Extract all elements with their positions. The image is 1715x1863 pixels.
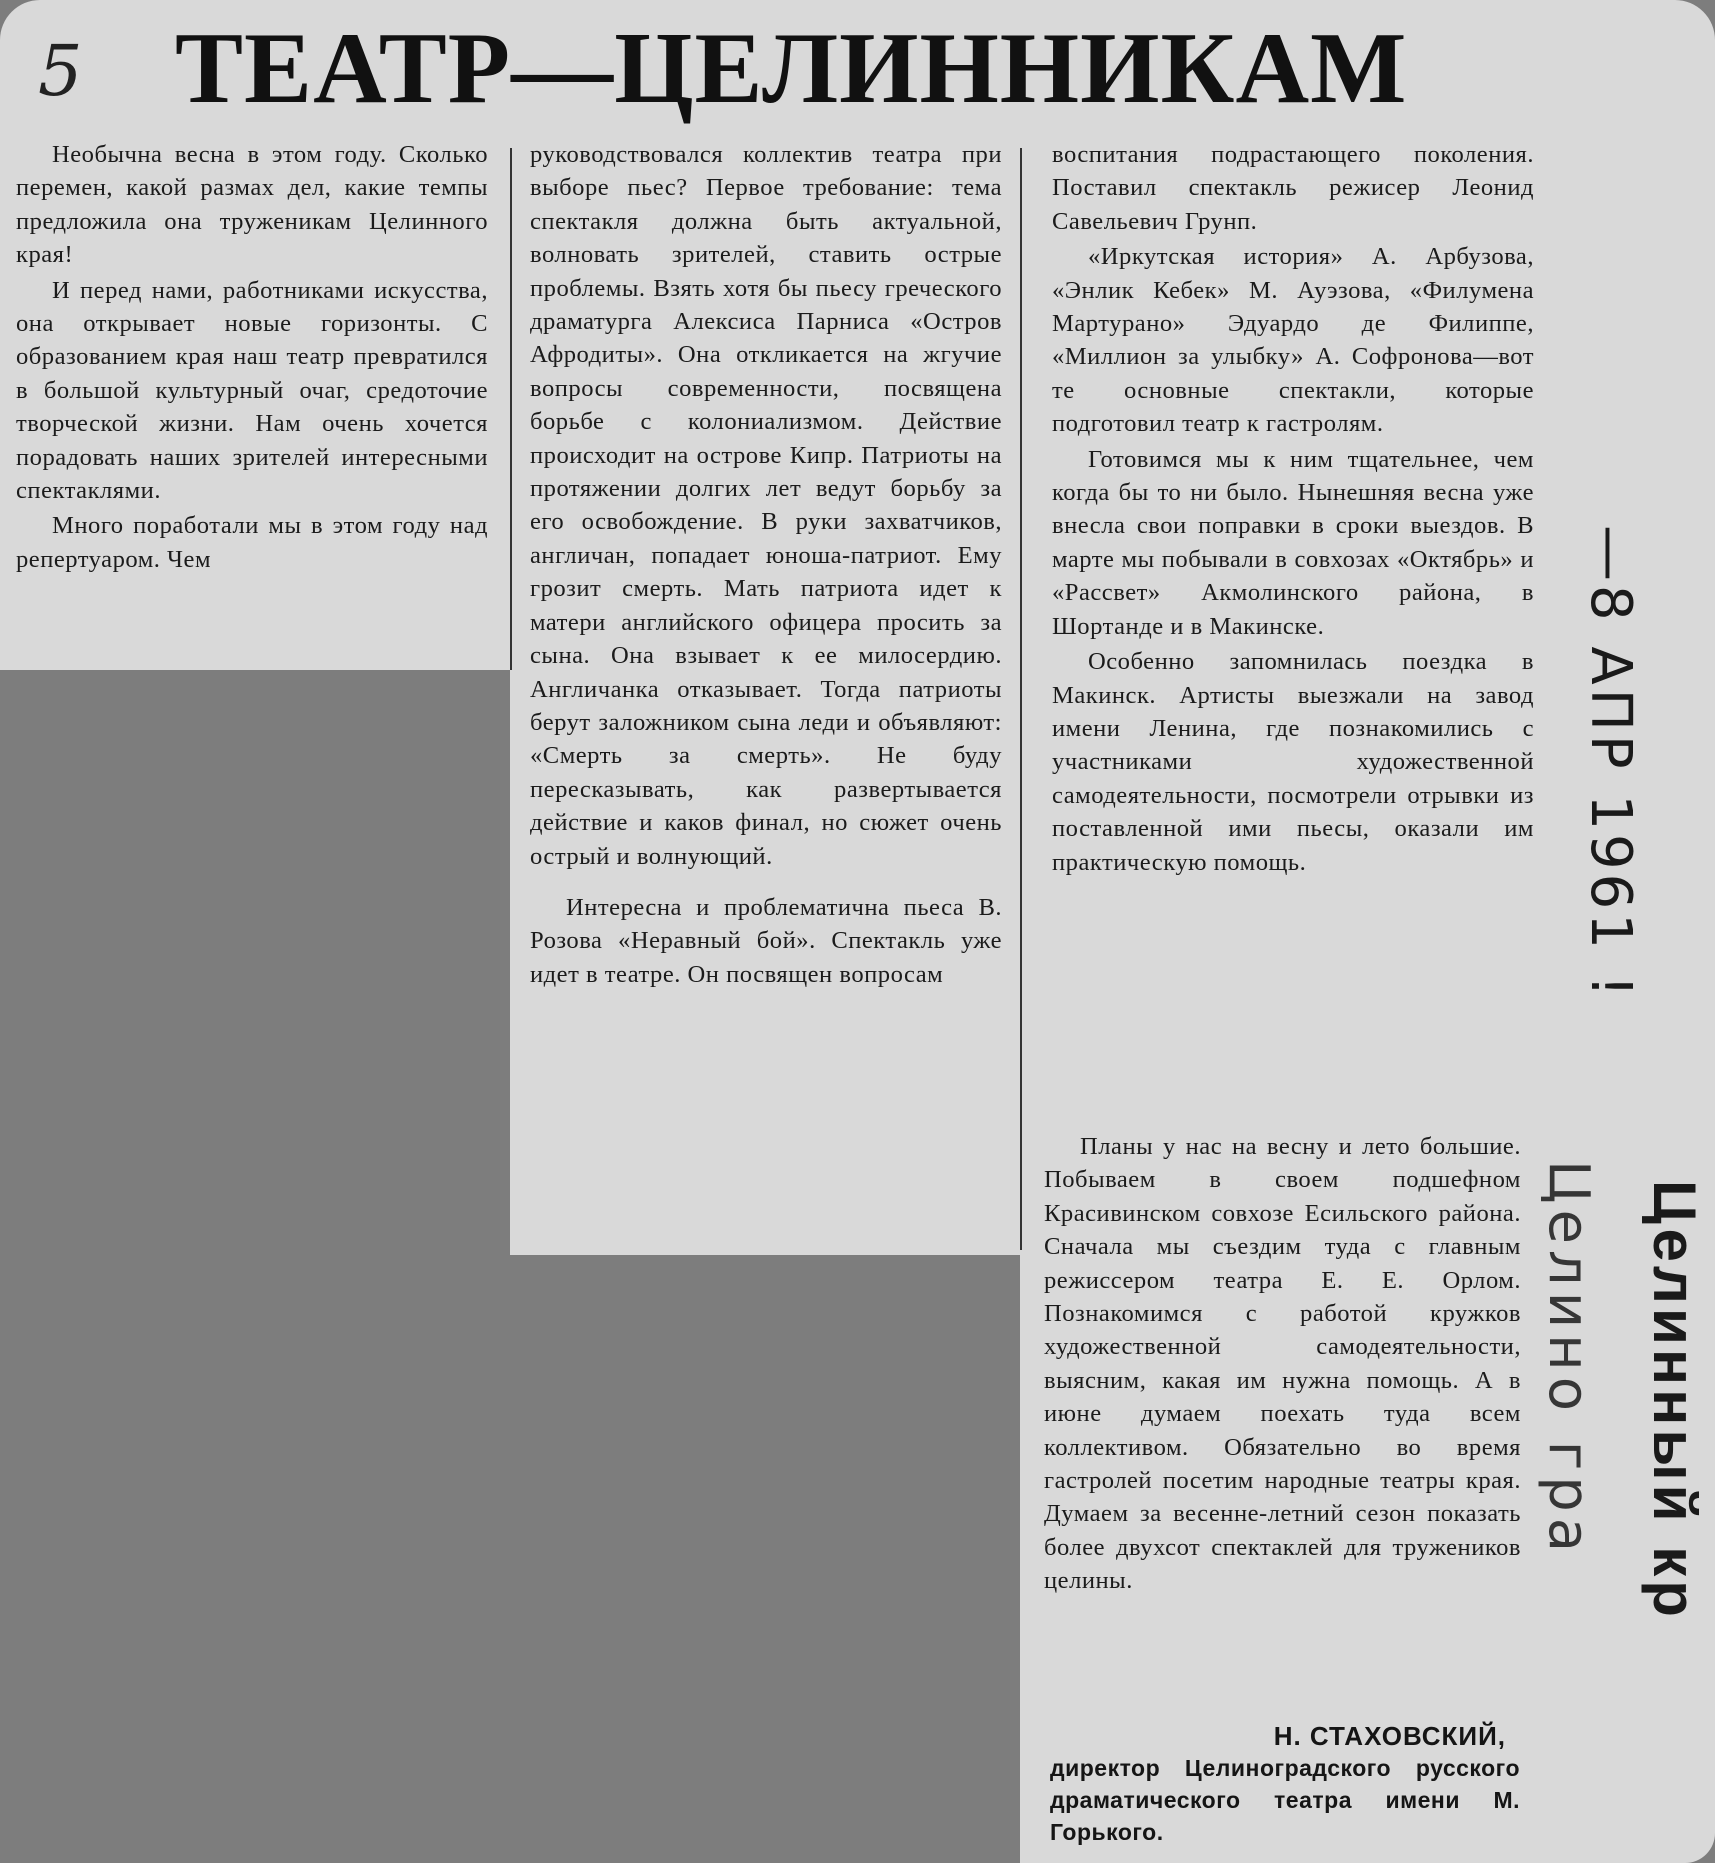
author-name: Н. СТАХОВСКИЙ, bbox=[1273, 1721, 1506, 1751]
paragraph: Особенно запомнилась поездка в Макинск. Артисты выезжали на завод имени Ленина, где познакомились с участниками художественной самодеятельности, посмотрели отрывки из поставленной ими пьесы, оказали им практическую помощь. bbox=[1052, 648, 1534, 876]
paragraph: Необычна весна в этом году. Сколько перемен, какой размах дел, какие темпы предложила она труженикам Целинного края! bbox=[16, 141, 488, 269]
article-column-3 bbox=[1052, 138, 1534, 879]
newspaper-stamp-bold: Целинный кр bbox=[1641, 1180, 1708, 1621]
article-column-1 bbox=[16, 138, 488, 576]
paragraph: И перед нами, работниками искусства, она открывает новые горизонты. С образованием края наш театр превратился в большой культурный очаг, средоточие творческой жизни. Нам очень хочется порадовать наших зрителей интересными спектаклями. bbox=[16, 276, 488, 505]
column-rule-2 bbox=[1020, 148, 1022, 1250]
paragraph: «Иркутская история» А. Арбузова, «Энлик Кебек» М. Ауэзова, «Филумена Мартурано» Эдуардо де Филиппе, «Миллион за улыбку» А. Софронова—вот те основные спектакли, которые подготовил театр к гастролям. bbox=[1052, 243, 1534, 438]
paragraph: Готовимся мы к ним тщательнее, чем когда бы то ни было. Нынешняя весна уже внесла свои поправки в сроки выездов. В марте мы побывали в совхозах «Октябрь» и «Рассвет» Акмолинского района, в Шортанде и в Макинске. bbox=[1052, 445, 1534, 640]
date-stamp: —8 АПР 1961 ! bbox=[1578, 525, 1643, 1002]
article-column-2 bbox=[530, 138, 1002, 991]
paragraph: Много поработали мы в этом году над репертуаром. Чем bbox=[16, 512, 488, 573]
author-title: директор Целиноградского русского драматического театра имени М. Горького. bbox=[1050, 1755, 1520, 1845]
paragraph: Планы у нас на весну и лето большие. Побываем в своем подшефном Красивинском совхозе Есильского района. Сначала мы съездим туда с главным режиссером театра Е. Е. Орлом. Познакомимся с работой кружков художественной самодеятельности, выясним, какая им нужна помощь. А в июне думаем поехать туда всем коллективом. Обязательно во время гастролей посетим народные театры края. Думаем за весенне-летний сезон показать более двухсот спектаклей для тружеников целины. bbox=[1044, 1133, 1521, 1595]
paragraph: Интересна и проблематична пьеса В. Розова «Неравный бой». Спектакль уже идет в театре. Он посвящен вопросам bbox=[530, 893, 1002, 988]
paragraph: воспитания подрастающего поколения. Поставил спектакль режисер Леонид Савельевич Грунп. bbox=[1052, 141, 1534, 235]
paragraph: руководствовался коллектив театра при выборе пьес? Первое требование: тема спектакля должна быть актуальной, волновать зрителей, ставить острые проблемы. Взять хотя бы пьесу греческого драматурга Алексиса Парниса «Остров Афродиты». Она откликается на жгучие вопросы современности, посвящена борьбе с колониализмом. Действие происходит на острове Кипр. Патриоты на протяжении долгих лет ведут борьбу за его освобождение. В руки захватчиков, англичан, попадает юноша-патриот. Ему грозит смерть. Мать патриота идет к матери английского офицера просить за сына. Она взывает к ее милосердию. Англичанка отказывает. Тогда патриоты берут заложником сына леди и объявляют: «Смерть за смерть». Не буду пересказывать, как развертывается действие и каков финал, но сюжет очень острый и волнующий. bbox=[530, 141, 1002, 870]
newspaper-stamp-faint: Целино гра bbox=[1536, 1160, 1601, 1559]
column-rule-1 bbox=[510, 148, 512, 670]
author-signature bbox=[1050, 1720, 1520, 1848]
headline: ТЕАТР—ЦЕЛИННИКАМ bbox=[175, 12, 1408, 125]
article-column-3-lower bbox=[1044, 1130, 1521, 1598]
handwritten-page-number: 5 bbox=[38, 30, 83, 112]
